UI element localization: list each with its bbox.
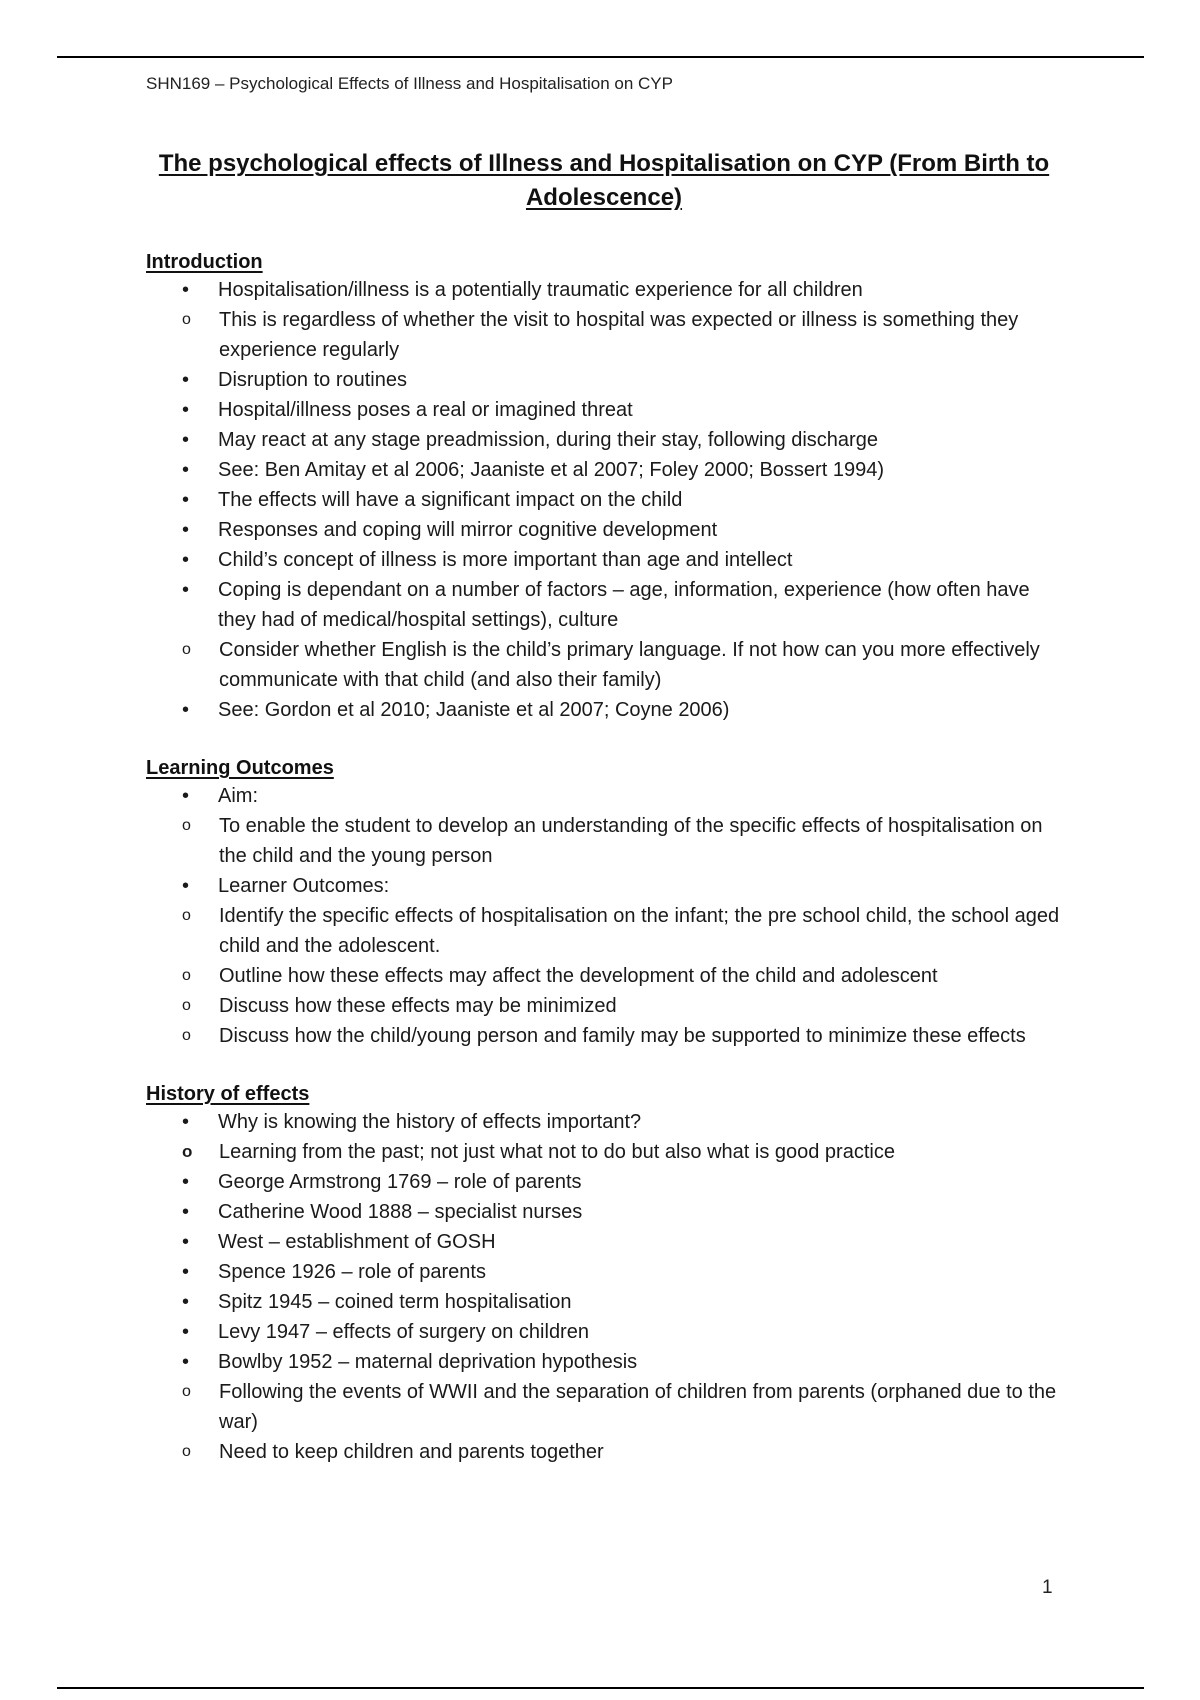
list-item-text: Learner Outcomes: <box>218 875 390 897</box>
sub-list-item-text: Following the events of WWII and the separation of children from parents (orphaned due to the war) <box>219 1381 1057 1433</box>
list-item <box>146 871 1066 901</box>
list-item-text: Spence 1926 – role of parents <box>218 1261 486 1283</box>
list-item-text: Coping is dependant on a number of factors – age, information, experience (how often have they had of medical/hospital settings), culture <box>218 579 1030 631</box>
bullet-icon: • <box>182 579 190 601</box>
bullet-icon: • <box>182 1171 190 1193</box>
bullet-icon: • <box>182 429 190 451</box>
list-item-text: Bowlby 1952 – maternal deprivation hypothesis <box>218 1351 638 1373</box>
sub-list-item-text: To enable the student to develop an understanding of the specific effects of hospitalisation on the child and the young person <box>219 815 1043 867</box>
list-item-text: Disruption to routines <box>218 369 407 391</box>
document-body <box>146 147 1066 1467</box>
list-item <box>146 1317 1066 1347</box>
circle-bullet-icon: o <box>182 1383 191 1400</box>
list-item <box>146 275 1066 305</box>
list-item <box>146 1167 1066 1197</box>
circle-bullet-icon: o <box>182 1443 191 1460</box>
sub-list-item <box>74 635 1066 695</box>
sub-bullet-list <box>146 305 1066 365</box>
list-item <box>146 485 1066 515</box>
list-item-text: See: Gordon et al 2010; Jaaniste et al 2007; Coyne 2006) <box>218 699 730 721</box>
list-item-text: Aim: <box>218 785 258 807</box>
list-item <box>146 1107 1066 1137</box>
sub-list-item <box>74 961 1066 991</box>
list-item-text: Why is knowing the history of effects important? <box>218 1111 642 1133</box>
list-item <box>146 1227 1066 1257</box>
circle-bullet-icon: o <box>182 907 191 924</box>
list-item-text: George Armstrong 1769 – role of parents <box>218 1171 582 1193</box>
list-item <box>146 1287 1066 1317</box>
bullet-icon: • <box>182 1351 190 1373</box>
list-item <box>146 1197 1066 1227</box>
document-title <box>142 147 1066 215</box>
sub-list-item-text: Need to keep children and parents together <box>219 1441 604 1463</box>
list-item <box>146 455 1066 485</box>
list-item <box>146 395 1066 425</box>
sub-list-item <box>74 1377 1066 1437</box>
list-item-text: May react at any stage preadmission, during their stay, following discharge <box>218 429 878 451</box>
list-item-text: Spitz 1945 – coined term hospitalisation <box>218 1291 572 1313</box>
list-item <box>146 695 1066 725</box>
list-item <box>146 365 1066 395</box>
circle-bullet-icon: o <box>182 967 191 984</box>
sub-list-item-text: Consider whether English is the child’s primary language. If not how can you more effectively communicate with that child (and also their family) <box>219 639 1040 691</box>
bullet-list <box>146 781 1066 1051</box>
bullet-icon: • <box>182 459 190 481</box>
list-item <box>146 575 1066 635</box>
list-item <box>146 781 1066 811</box>
bullet-icon: • <box>182 549 190 571</box>
sub-list-item <box>74 901 1066 961</box>
sub-bullet-list <box>146 1137 1066 1167</box>
bullet-list <box>146 1107 1066 1467</box>
sub-list-item <box>74 811 1066 871</box>
list-item-text: Hospital/illness poses a real or imagined threat <box>218 399 633 421</box>
section-learning-outcomes <box>146 755 1066 1051</box>
bullet-icon: • <box>182 785 190 807</box>
list-item-text: The effects will have a significant impact on the child <box>218 489 683 511</box>
sub-list-item-text: Outline how these effects may affect the development of the child and adolescent <box>219 965 938 987</box>
sub-list-item-text: Identify the specific effects of hospitalisation on the infant; the pre school child, the school aged child and the adolescent. <box>219 905 1060 957</box>
list-item-text: Child’s concept of illness is more important than age and intellect <box>218 549 793 571</box>
list-item-text: Hospitalisation/illness is a potentially traumatic experience for all children <box>218 279 863 301</box>
circle-bullet-icon: o <box>182 1027 191 1044</box>
list-item <box>146 545 1066 575</box>
bullet-icon: • <box>182 1291 190 1313</box>
bullet-icon: • <box>182 279 190 301</box>
sub-bullet-list <box>146 901 1066 1051</box>
bullet-icon: • <box>182 875 190 897</box>
header-rule <box>57 56 1144 58</box>
list-item-text: Responses and coping will mirror cognitive development <box>218 519 718 541</box>
circle-bullet-icon: o <box>182 1142 193 1161</box>
document-title-line-1: The psychological effects of Illness and Hospitalisation on CYP (From Birth to <box>158 150 1050 177</box>
sub-bullet-list <box>146 635 1066 695</box>
page-number: 1 <box>1042 1577 1053 1598</box>
bullet-icon: • <box>182 519 190 541</box>
sub-list-item <box>74 991 1066 1021</box>
sub-list-item <box>74 1137 1066 1167</box>
bullet-icon: • <box>182 1201 190 1223</box>
list-item-text: Levy 1947 – effects of surgery on children <box>218 1321 589 1343</box>
sub-list-item-text: Discuss how these effects may be minimized <box>219 995 617 1017</box>
circle-bullet-icon: o <box>182 641 191 658</box>
section-heading-introduction: Introduction <box>146 251 263 273</box>
section-heading-learning-outcomes: Learning Outcomes <box>146 757 334 779</box>
bullet-icon: • <box>182 369 190 391</box>
bullet-icon: • <box>182 399 190 421</box>
sub-bullet-list <box>146 811 1066 871</box>
section-history <box>146 1081 1066 1467</box>
section-introduction <box>146 249 1066 725</box>
list-item <box>146 515 1066 545</box>
circle-bullet-icon: o <box>182 997 191 1014</box>
sub-list-item-text: Learning from the past; not just what not to do but also what is good practice <box>219 1141 895 1163</box>
list-item <box>146 1347 1066 1377</box>
running-header: SHN169 – Psychological Effects of Illness and Hospitalisation on CYP <box>146 74 673 93</box>
document-title-line-2: Adolescence) <box>525 184 683 211</box>
sub-list-item <box>74 305 1066 365</box>
footer-rule <box>57 1687 1144 1689</box>
bullet-list <box>146 275 1066 725</box>
bullet-icon: • <box>182 1261 190 1283</box>
section-heading-history: History of effects <box>146 1083 310 1105</box>
sub-list-item <box>74 1021 1066 1051</box>
bullet-icon: • <box>182 1231 190 1253</box>
circle-bullet-icon: o <box>182 817 191 834</box>
sub-list-item-text: This is regardless of whether the visit to hospital was expected or illness is something they experience regularly <box>219 309 1019 361</box>
bullet-icon: • <box>182 699 190 721</box>
list-item <box>146 1257 1066 1287</box>
sub-bullet-list <box>146 1377 1066 1467</box>
list-item-text: See: Ben Amitay et al 2006; Jaaniste et al 2007; Foley 2000; Bossert 1994) <box>218 459 884 481</box>
bullet-icon: • <box>182 489 190 511</box>
list-item <box>146 425 1066 455</box>
bullet-icon: • <box>182 1111 190 1133</box>
list-item-text: Catherine Wood 1888 – specialist nurses <box>218 1201 583 1223</box>
circle-bullet-icon: o <box>182 311 191 328</box>
bullet-icon: • <box>182 1321 190 1343</box>
list-item-text: West – establishment of GOSH <box>218 1231 496 1253</box>
sub-list-item <box>74 1437 1066 1467</box>
sub-list-item-text: Discuss how the child/young person and family may be supported to minimize these effects <box>219 1025 1026 1047</box>
